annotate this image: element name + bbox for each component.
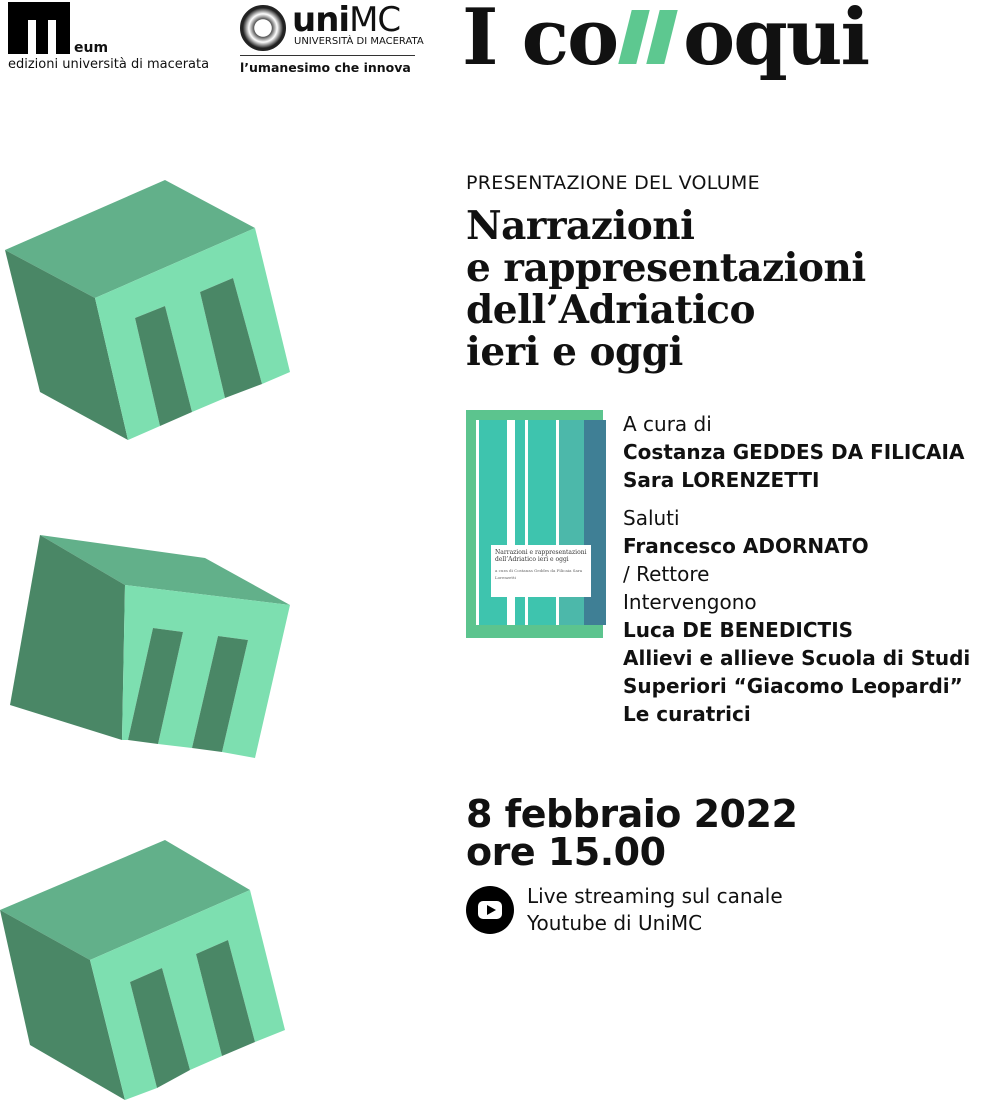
editors-label: A cura di [623, 412, 712, 436]
unimc-light: MC [349, 0, 401, 40]
book-title [466, 205, 866, 373]
unimc-logo [292, 0, 400, 40]
event-time: ore 15.00 [466, 830, 666, 874]
decorative-m-blocks [0, 0, 300, 1102]
title-line: dell’Adriatico [466, 287, 756, 333]
streaming-info[interactable] [527, 883, 783, 937]
unimc-subtitle: UNIVERSITÀ DI MACERATA [294, 36, 424, 47]
series-logo-part1: I co [462, 0, 618, 83]
book-cover [466, 410, 603, 638]
speaker: Luca DE BENEDICTIS [623, 618, 854, 642]
series-logo [462, 0, 868, 83]
editor-name: Costanza GEDDES DA FILICAIA [623, 440, 965, 464]
cover-title: Narrazioni e rappresentazioni dell’Adriatico ieri e oggi [495, 549, 587, 563]
stream-line: Youtube di UniMC [527, 911, 703, 935]
cover-subtitle: a cura di Costanza Geddes da Filicaia Sara Lorenzetti [495, 568, 583, 580]
stream-line: Live streaming sul canale [527, 884, 783, 908]
ll-slash-icon [617, 4, 683, 64]
unimc-bold: uni [292, 0, 350, 40]
m-block-3 [0, 840, 285, 1100]
event-details [623, 410, 970, 728]
event-datetime [466, 792, 798, 874]
m-block-2 [10, 535, 290, 758]
eum-logo-word: eum [74, 40, 109, 56]
speaker: Le curatrici [623, 702, 751, 726]
event-kicker: PRESENTAZIONE DEL VOLUME [466, 172, 760, 194]
event-date: 8 febbraio 2022 [466, 792, 798, 836]
title-line: e rappresentazioni [466, 245, 866, 291]
unimc-tagline: l’umanesimo che innova [240, 60, 411, 75]
m-block-1 [5, 180, 290, 440]
eum-subtitle: edizioni università di macerata [8, 57, 210, 72]
speaker: Allievi e allieve Scuola di Studi [623, 646, 971, 670]
title-line: ieri e oggi [466, 329, 683, 375]
speakers-label: Intervengono [623, 590, 757, 614]
cover-label [491, 545, 591, 597]
speaker: Superiori “Giacomo Leopardi” [623, 674, 963, 698]
youtube-icon[interactable] [466, 886, 514, 934]
greeter-role: / Rettore [623, 562, 710, 586]
editor-name: Sara LORENZETTI [623, 468, 820, 492]
title-line: Narrazioni [466, 203, 695, 249]
series-logo-part2: oqui [683, 0, 869, 83]
greetings-label: Saluti [623, 506, 680, 530]
greeter-name: Francesco ADORNATO [623, 534, 869, 558]
